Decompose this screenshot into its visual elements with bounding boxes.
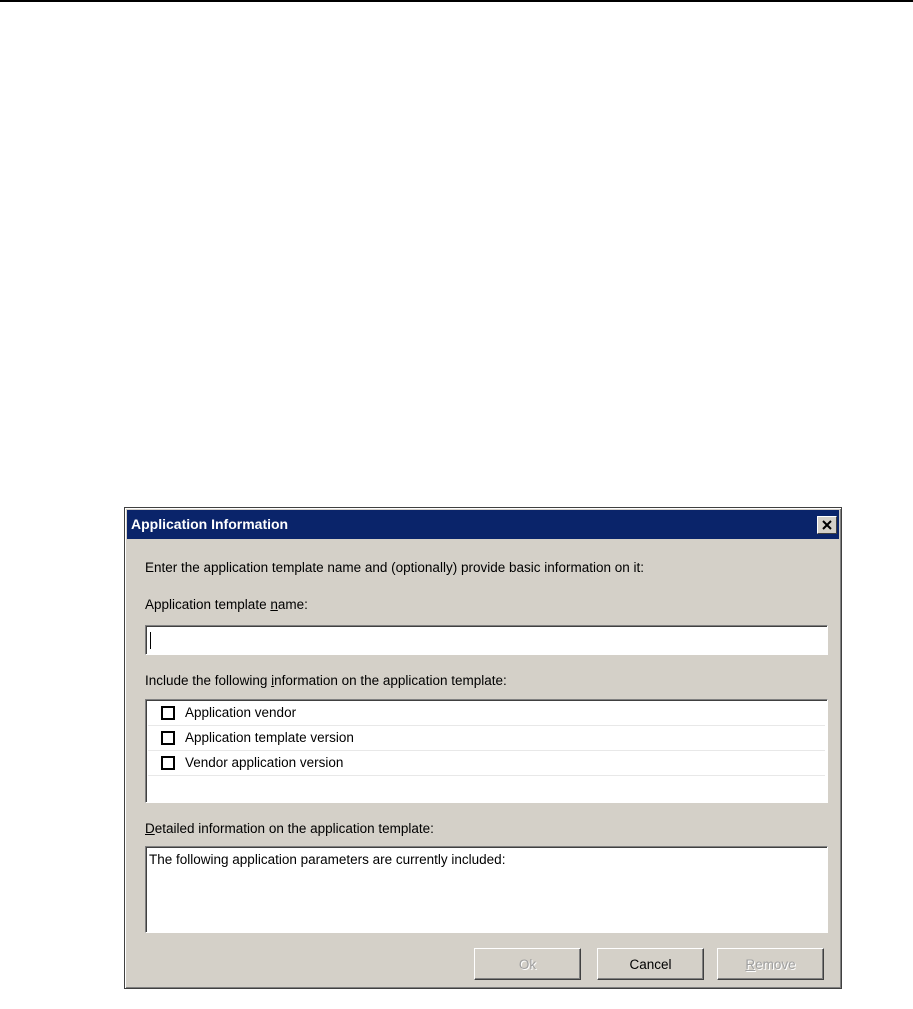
template-name-label: Application template name: (145, 597, 308, 612)
cancel-button[interactable]: Cancel (597, 948, 704, 980)
remove-button[interactable]: R emove (717, 948, 824, 980)
list-item-vendor-application-version[interactable] (148, 751, 825, 776)
close-icon (822, 520, 832, 530)
details-text: The following application parameters are currently included: (149, 852, 506, 867)
application-vendor-checkbox[interactable] (161, 706, 175, 720)
application-template-version-checkbox[interactable] (161, 731, 175, 745)
intro-text: Enter the application template name and (optionally) provide basic information on it: (145, 560, 645, 575)
list-item-application-vendor[interactable] (148, 701, 825, 726)
include-info-label: Include the following information on the application template: (145, 673, 507, 688)
list-item-label: Application vendor (185, 705, 297, 720)
vendor-application-version-checkbox[interactable] (161, 756, 175, 770)
list-item-application-template-version[interactable] (148, 726, 825, 751)
details-textarea[interactable] (145, 846, 828, 933)
dialog-title: Application Information (131, 516, 289, 532)
text-caret (150, 632, 151, 649)
ok-button[interactable]: Ok (474, 948, 581, 980)
title-bar[interactable] (127, 510, 839, 539)
application-information-dialog (124, 507, 842, 989)
list-item-label: Application template version (185, 730, 354, 745)
include-info-list[interactable] (145, 699, 828, 803)
template-name-input[interactable] (145, 625, 828, 655)
top-rule (0, 0, 913, 2)
close-button[interactable] (817, 516, 837, 534)
details-label: Detailed information on the application template: (145, 821, 434, 836)
list-item-label: Vendor application version (185, 755, 344, 770)
